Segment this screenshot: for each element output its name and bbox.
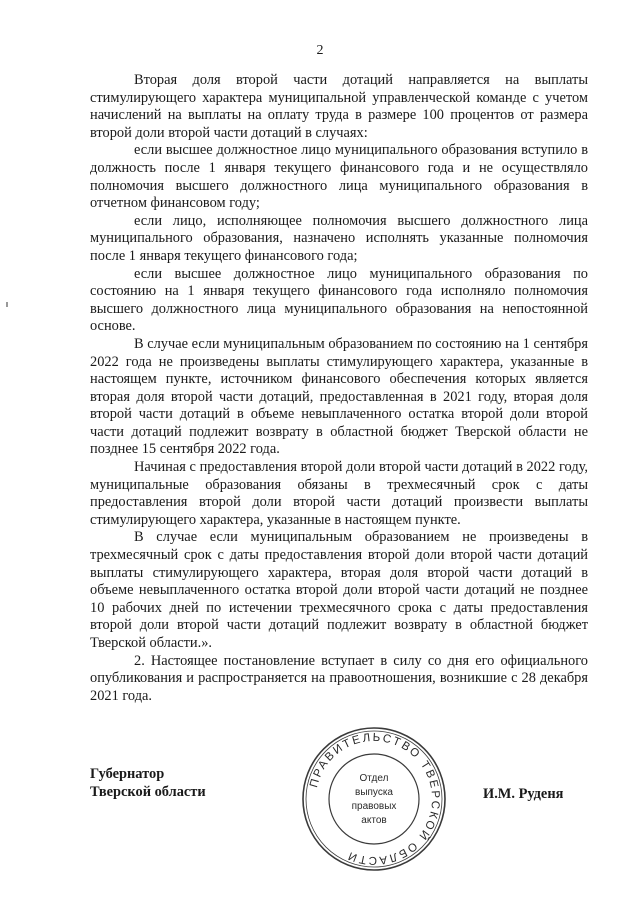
signatory-name: И.М. Руденя [483, 786, 564, 802]
paragraph-6: Начиная с предоставления второй доли второй части дотаций в 2022 году, муниципальные образования обязаны в трехмесячный срок с даты предоставления второй доли второй части дотаций произвести выплаты стимулирующего характера, указанные в настоящем пункте. [90, 459, 588, 528]
paragraph-1: Вторая доля второй части дотаций направляется на выплаты стимулирующего характера муниципальной управленческой команде с учетом начислений на выплаты на оплату труда в размере 100 процентов от размера второй доли второй части дотаций в случаях: [90, 72, 588, 141]
paragraph-2: если высшее должностное лицо муниципального образования вступило в должность после 1 января текущего финансового года и не осуществляло полномочия высшего должностного лица муниципального образования в отчетном финансовом году; [90, 142, 588, 212]
paragraph-3: если лицо, исполняющее полномочия высшего должностного лица муниципального образования, назначено исполнять указанные полномочия после 1 января текущего финансового года; [90, 212, 588, 264]
paragraph-5: В случае если муниципальным образованием по состоянию на 1 сентября 2022 года не произведены выплаты стимулирующего характера, указанные в настоящем пункте, источником финансового обеспечения которых является вторая доля второй части дотаций, предоставленная в 2021 году, вторая доля второй части дотаций в объеме невыплаченного остатка второй доли второй части дотаций подлежит возврату в областной бюджет Тверской области не позднее 15 сентября 2022 года. [90, 335, 588, 458]
official-stamp [300, 725, 448, 873]
stamp-center-line-1: Отдел [359, 773, 389, 784]
page-number: 2 [316, 43, 324, 58]
signatory-title-line2: Тверской области [90, 784, 206, 800]
margin-mark [6, 302, 8, 307]
document-body [90, 72, 588, 705]
stamp-center-line-4: актов [361, 815, 387, 826]
svg-text:ПРАВИТЕЛЬСТВО ТВЕРСКОЙ ОБЛАСТИ [308, 732, 441, 866]
stamp-seal [300, 725, 448, 873]
stamp-center-line-2: выпуска [355, 787, 393, 798]
signatory-title [90, 765, 206, 801]
stamp-ring-text: ПРАВИТЕЛЬСТВО ТВЕРСКОЙ ОБЛАСТИ [308, 731, 442, 867]
signatory-title-line1: Губернатор [90, 766, 165, 782]
paragraph-7: В случае если муниципальным образованием не произведены в трехмесячный срок с даты предоставления второй доли второй части дотаций выплаты стимулирующего характера, вторая доля второй части дотаций в объеме невыплаченного остатка второй доли второй части дотаций не позднее 10 рабочих дней по истечении трехмесячного срока с даты предоставления второй доли второй части дотаций подлежит возврату в областной бюджет Тверской области.». [90, 529, 588, 651]
paragraph-8: 2. Настоящее постановление вступает в силу со дня его официального опубликования и распространяется на правоотношения, возникшие с 28 декабря 2021 года. [90, 652, 588, 704]
stamp-center-line-3: правовых [351, 801, 397, 812]
paragraph-4: если высшее должностное лицо муниципального образования по состоянию на 1 января текущего финансового года исполняло полномочия высшего должностного лица муниципального образования на непостоянной основе. [90, 265, 588, 335]
